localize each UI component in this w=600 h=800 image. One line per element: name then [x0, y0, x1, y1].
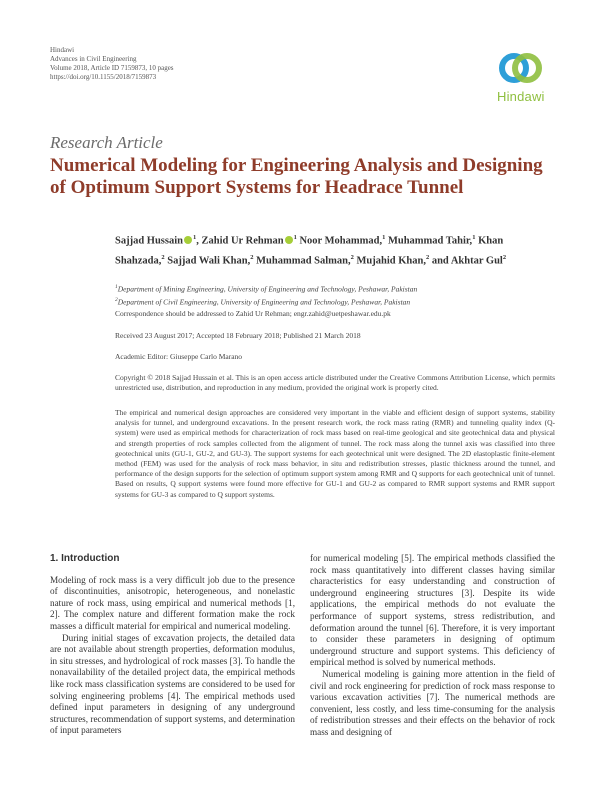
orcid-icon[interactable]	[285, 236, 293, 244]
publication-dates: Received 23 August 2017; Accepted 18 February 2018; Published 21 March 2018	[115, 331, 361, 340]
affiliation-marker: 2	[250, 253, 254, 261]
affiliation-marker: 2	[350, 253, 354, 261]
right-column	[310, 553, 555, 739]
paragraph: Numerical modeling is gaining more attention in the field of civil and rock engineering for prediction of rock mass response to various excavation activities [7]. The numerical methods are convenient, less costly, and less time-consuming for the analysis of redistribution stresses and their effects on the behavior of rock mass and designing of	[310, 668, 555, 737]
article-type: Research Article	[50, 133, 163, 152]
author-list: Sajjad Hussain $^1$, Zahid Ur Rehman $^1$ Noor Mohammad,$^1$ Muhammad Tahir,$^1$ Khan Shahzada,$^2$ Sajjad Wali Khan,$^2$ Muhammad Salman,$^2$ Mujahid Khan,$^2$ and Akhtar Gul$^2$	[115, 234, 507, 266]
abstract: The empirical and numerical design approaches are considered very important in the viable and efficient design of support systems, stability analysis for tunnel, and underground excavations. In the present research work, the rock mass rating (RMR) and tunneling quality index (Q-system) were used as empirical methods for characterization of rock mass based on real-time geological and site geotechnical data and physical and strength properties of rock samples collected from the alignment of tunnel. The rock mass along the tunnel axis was classified into three geotechnical units (GU-1, GU-2, and GU-3). The support systems for each geotechnical unit were designed. The 2D elastoplastic finite-element method (FEM) was used for the analysis of rock mass behavior, in situ and redistribution stresses, plastic thickness around the tunnel, and performance of the design supports for the selection of optimum support system among RMR and Q supports for each geotechnical unit of tunnel. Based on results, Q support systems were found more effective for GU-1 and GU-2 as compared to RMR support systems and RMR support systems for GU-3 as compared to Q support systems.	[115, 408, 555, 499]
author-name: and Akhtar Gul	[431, 255, 503, 266]
paragraph: Modeling of rock mass is a very difficult job due to the presence of discontinuities, anisotropic, heterogeneous, and nonelastic nature of rock mass, using empirical and numerical methods [1, 2]. The complex nature and different formation make the rock masses a difficult material for empirical and numerical modeling.	[50, 574, 295, 631]
volume-line: Volume 2018, Article ID 7159873, 10 pages	[50, 64, 174, 72]
logo-wordmark: Hindawi	[497, 89, 545, 104]
affiliation-marker: 2	[502, 253, 507, 261]
author-name: Khan Shahzada,	[115, 235, 504, 266]
affiliation-marker: 2	[425, 253, 430, 261]
doi-link[interactable]: https://doi.org/10.1155/2018/7159873	[50, 73, 157, 81]
section-heading: 1. Introduction	[50, 553, 120, 564]
author-name: Noor Mohammad,	[299, 235, 383, 247]
affiliation-marker: 2	[161, 253, 165, 261]
affiliation-marker: 1	[192, 234, 197, 241]
affiliation-marker: 1	[293, 234, 297, 241]
paragraph: During initial stages of excavation projects, the detailed data are not available about strength properties, deformation modulus, in situ stresses, and hydrological of rock masses [3]. To handle the nonavailability of the detailed project data, the empirical methods like rock mass classification systems are considered to be used for solving engineering problems [4]. The empirical methods used defined input parameters in designing of any underground structures, recommendation of support systems, and determination of input parameters	[50, 632, 295, 736]
affiliation-marker: 1	[472, 234, 476, 241]
affiliation-1: $^1$Department of Mining Engineering, University of Engineering and Technology, Peshawar, Pakistan	[115, 284, 418, 294]
correspondence: Correspondence should be addressed to Zahid Ur Rehman; engr.zahid@uetpeshawar.edu.pk	[115, 309, 391, 318]
author-name: Mujahid Khan,	[356, 255, 426, 266]
academic-editor: Academic Editor: Giuseppe Carlo Marano	[115, 352, 243, 361]
author-name: Sajjad Wali Khan,	[167, 255, 251, 266]
publisher-name: Hindawi	[50, 46, 75, 54]
author-name: Sajjad Hussain	[115, 235, 183, 247]
journal-info	[50, 46, 174, 82]
author-name: Zahid Ur Rehman	[201, 235, 284, 247]
affiliation-2: $^2$Department of Civil Engineering, University of Engineering and Technology, Peshawar, Pakistan	[115, 296, 411, 306]
article-title: Numerical Modeling for Engineering Analysis and Designing of Optimum Support Systems for Headrace Tunnel	[50, 155, 543, 198]
author-name: Muhammad Tahir,	[387, 235, 473, 247]
copyright-notice: Copyright © 2018 Sajjad Hussain et al. This is an open access article distributed under the Creative Commons Attribution License, which permits unrestricted use, distribution, and reproduction in any medium, provided the original work is properly cited.	[115, 373, 555, 392]
orcid-icon[interactable]	[184, 236, 192, 244]
left-column	[50, 553, 295, 737]
affiliations	[115, 282, 555, 307]
author-name: Muhammad Salman,	[256, 255, 351, 266]
journal-name: Advances in Civil Engineering	[50, 55, 137, 63]
paragraph: for numerical modeling [5]. The empirical methods classified the rock mass quantitatively into different classes having similar characteristics for easy understanding and construction of underground engineering structures [3]. Despite its wide applications, the empirical methods do not evaluate the performance of support systems, stress redistribution, and deformation around the tunnel [6]. Therefore, it is very important to consider these parameters in designing of optimum underground structure and support systems. This deficiency of empirical method is solved by numerical methods.	[310, 553, 555, 668]
affiliation-marker: 1	[382, 234, 386, 241]
